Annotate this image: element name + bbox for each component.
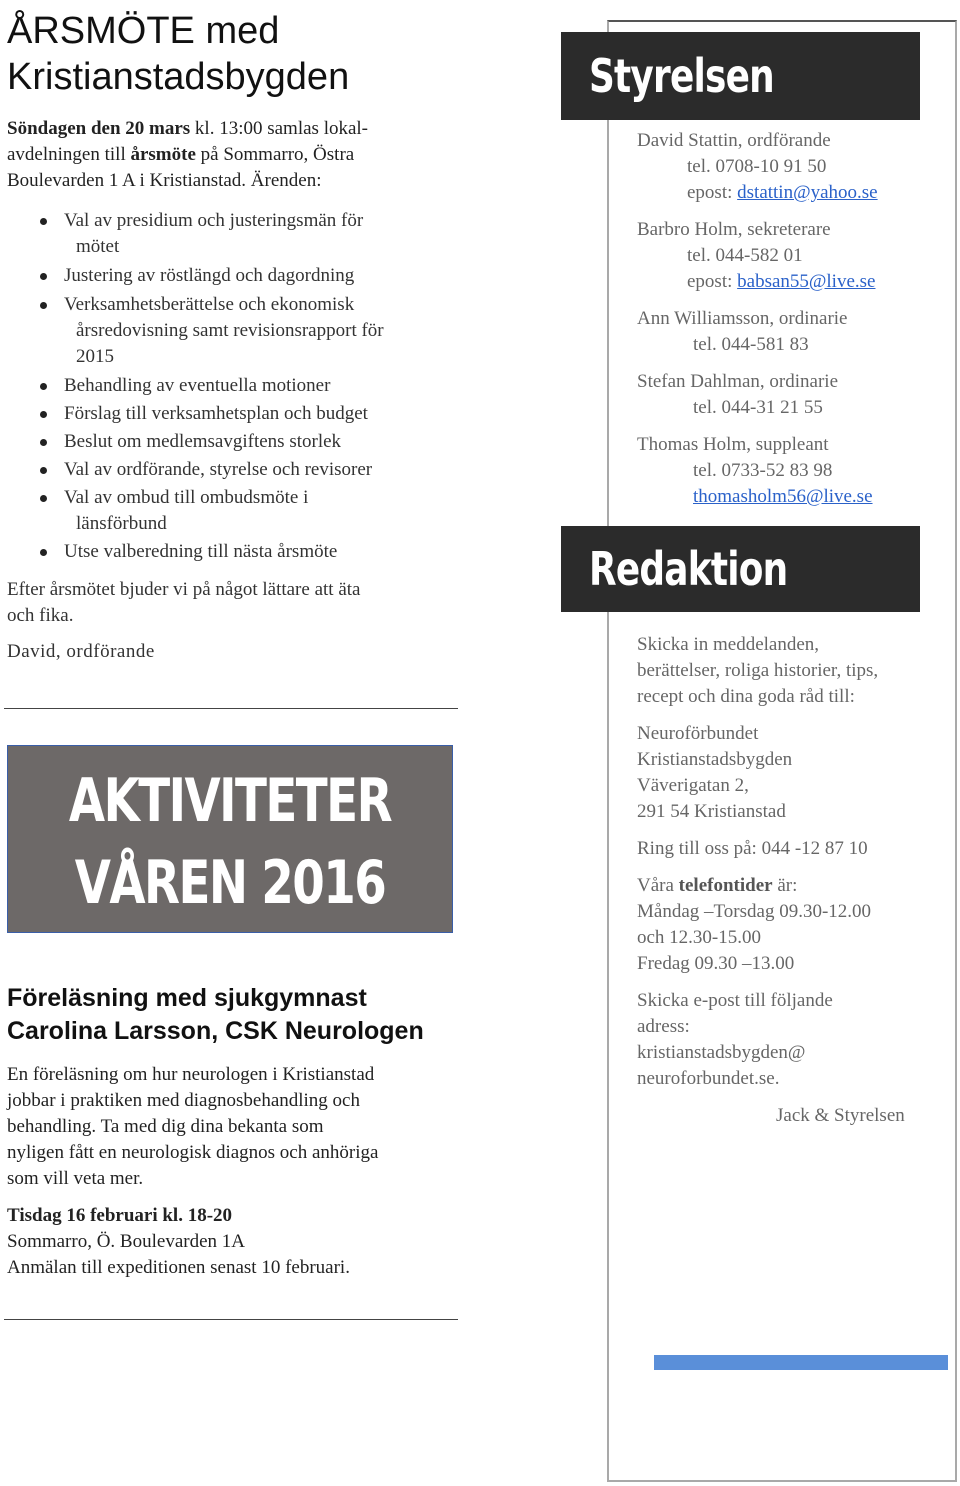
agenda-item: Val av ombud till ombudsmöte i länsförbund xyxy=(7,485,459,537)
agenda-item: Beslut om medlemsavgiftens storlek xyxy=(7,429,459,455)
board-member: Barbro Holm, sekreterare tel. 044-582 01 epost: babsan55@live.se xyxy=(637,219,876,292)
intro-text: kl. 13:00 samlas lokal- xyxy=(190,118,369,139)
after-meeting-note: Efter årsmötet bjuder vi på något lättare att äta och fika. xyxy=(7,579,361,626)
banner-line-2: VÅREN 2016 xyxy=(74,848,386,918)
editorial-email: Skicka e-post till följande adress: kristianstadsbygden@ neuroforbundet.se. xyxy=(637,990,833,1089)
board-member: David Stattin, ordförande tel. 0708-10 91 50 epost: dstattin@yahoo.se xyxy=(637,130,878,203)
chair-signature: David, ordförande xyxy=(7,641,155,662)
event-details xyxy=(7,1203,459,1281)
email-link[interactable]: babsan55@live.se xyxy=(737,271,876,292)
agenda-item: Val av presidium och justeringsmän för mötet xyxy=(7,208,459,260)
intro-text: Boulevarden 1 A i Kristianstad. Ärenden: xyxy=(7,170,322,191)
agenda-list xyxy=(7,208,459,565)
meeting-date: Söndagen den 20 mars xyxy=(7,118,191,139)
divider xyxy=(4,1319,458,1320)
editorial-intro: Skicka in meddelanden, berättelser, roliga historier, tips, recept och dina goda råd till: xyxy=(637,634,879,707)
event-place: Sommarro, Ö. Boulevarden 1A xyxy=(7,1231,245,1252)
activities-banner xyxy=(7,745,453,933)
event-description: En föreläsning om hur neurologen i Kristianstad jobbar i praktiken med diagnosbehandling och behandling. Ta med dig dina bekanta som nyligen fått en neurologisk diagnos och anhöriga som vill veta mer. xyxy=(7,1064,379,1189)
editorial-info xyxy=(637,632,937,1103)
agenda-item: Justering av röstlängd och dagordning xyxy=(7,263,459,289)
intro-text: på Sommarro, Östra xyxy=(195,144,355,165)
agenda-item: Förslag till verksamhetsplan och budget xyxy=(7,401,459,427)
decorative-bar xyxy=(654,1355,948,1370)
board-member: Stefan Dahlman, ordinarie tel. 044-31 21 55 xyxy=(637,371,839,418)
intro-bold: årsmöte xyxy=(130,144,196,165)
title-line-1: ÅRSMÖTE med xyxy=(7,10,280,52)
editorial-header: Redaktion xyxy=(561,526,920,612)
event-title: Föreläsning med sjukgymnast Carolina Larsson, CSK Neurologen xyxy=(7,984,424,1045)
agenda-item: Verksamhetsberättelse och ekonomisk årsredovisning samt revisionsrapport för 2015 xyxy=(7,292,459,370)
board-member: Ann Williamsson, ordinarie tel. 044-581 83 xyxy=(637,308,848,355)
board-member: Thomas Holm, suppleant tel. 0733-52 83 98 thomasholm56@live.se xyxy=(637,434,873,507)
annual-meeting-section xyxy=(7,0,459,665)
email-link[interactable]: dstattin@yahoo.se xyxy=(737,182,878,203)
editorial-hours: Våra telefontider är: Måndag –Torsdag 09.30-12.00 och 12.30-15.00 Fredag 09.30 –13.00 xyxy=(637,875,872,974)
editorial-address: Neuroförbundet Kristianstadsbygden Väverigatan 2, 291 54 Kristianstad xyxy=(637,723,793,822)
board-list xyxy=(637,128,937,521)
intro-text: avdelningen till xyxy=(7,144,131,165)
banner-line-1: AKTIVITETER xyxy=(68,766,392,836)
agenda-item: Utse valberedning till nästa årsmöte xyxy=(7,539,459,565)
event-date: Tisdag 16 februari kl. 18-20 xyxy=(7,1205,233,1226)
email-link[interactable]: thomasholm56@live.se xyxy=(693,486,873,507)
agenda-item: Val av ordförande, styrelse och revisorer xyxy=(7,457,459,483)
editorial-phone: Ring till oss på: 044 -12 87 10 xyxy=(637,838,868,859)
title-line-2: Kristianstadsbygden xyxy=(7,56,350,98)
board-header: Styrelsen xyxy=(561,32,920,120)
editorial-signoff: Jack & Styrelsen xyxy=(776,1105,905,1126)
divider xyxy=(4,708,458,709)
page-title xyxy=(7,8,459,100)
event-signup: Anmälan till expeditionen senast 10 februari. xyxy=(7,1257,350,1278)
meeting-intro xyxy=(7,116,459,194)
agenda-item: Behandling av eventuella motioner xyxy=(7,373,459,399)
